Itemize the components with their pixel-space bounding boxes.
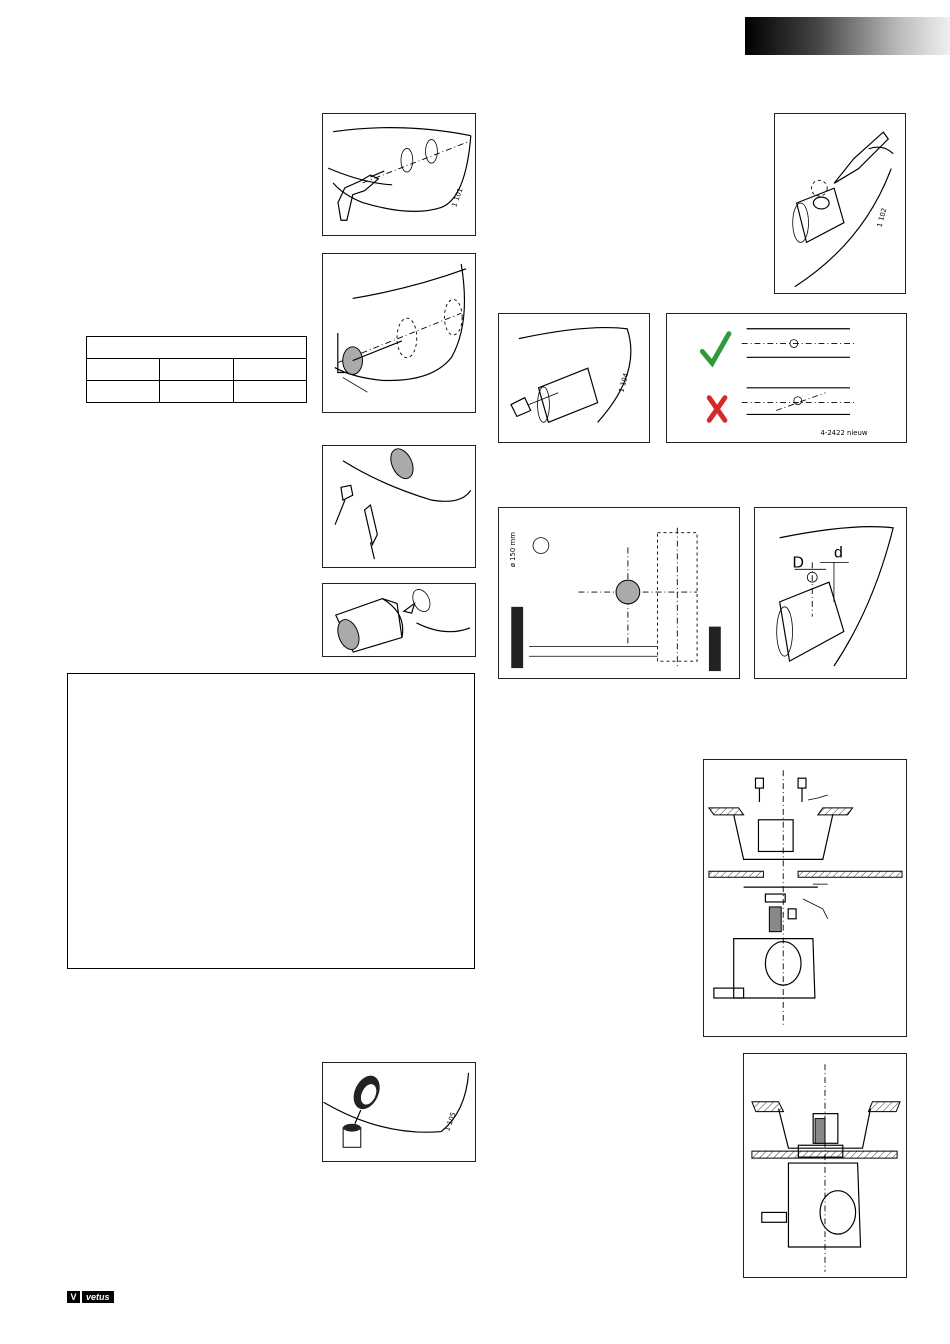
figure-template-sheet [498, 507, 740, 679]
figure-assembly-installed [743, 1053, 907, 1278]
figure-tube-insert [322, 583, 476, 657]
figure-dimension [754, 507, 907, 679]
table-cell [87, 381, 160, 403]
dimension-d-label: d [833, 544, 843, 562]
dimension-D-label: D [792, 554, 804, 572]
figure-alignment [666, 313, 907, 443]
spec-table-header [87, 337, 307, 359]
figure-glue-gun [322, 445, 476, 568]
figure-ref-text: 1 105 [443, 1111, 458, 1133]
figure-assembly-exploded [703, 759, 907, 1037]
table-cell [233, 381, 306, 403]
check-icon [702, 334, 729, 364]
figure-ref-text: 1 102 [875, 207, 889, 229]
figure-hole-saw [322, 253, 476, 413]
brand-mark: V [67, 1291, 80, 1303]
brand-logo [67, 1291, 114, 1303]
figure-seal [322, 1062, 476, 1162]
template-diameter-label: ø 150 mm [509, 532, 518, 568]
table-cell [160, 359, 233, 381]
figure-ref-text: 1 101 [450, 186, 465, 209]
brand-wordmark: vetus [82, 1291, 114, 1303]
figure-drill-hull [322, 113, 476, 236]
figure-mark-tube [774, 113, 906, 294]
figure-tunnel-template [498, 313, 650, 443]
figure-ref-text: 4-2422 nieuw [820, 429, 868, 438]
figure-ref-text: 1 104 [617, 372, 631, 394]
cross-icon [709, 398, 725, 421]
header-bar [745, 17, 950, 55]
table-cell [233, 359, 306, 381]
note-box [67, 673, 475, 969]
spec-table [86, 336, 307, 403]
table-cell [87, 359, 160, 381]
table-cell [160, 381, 233, 403]
